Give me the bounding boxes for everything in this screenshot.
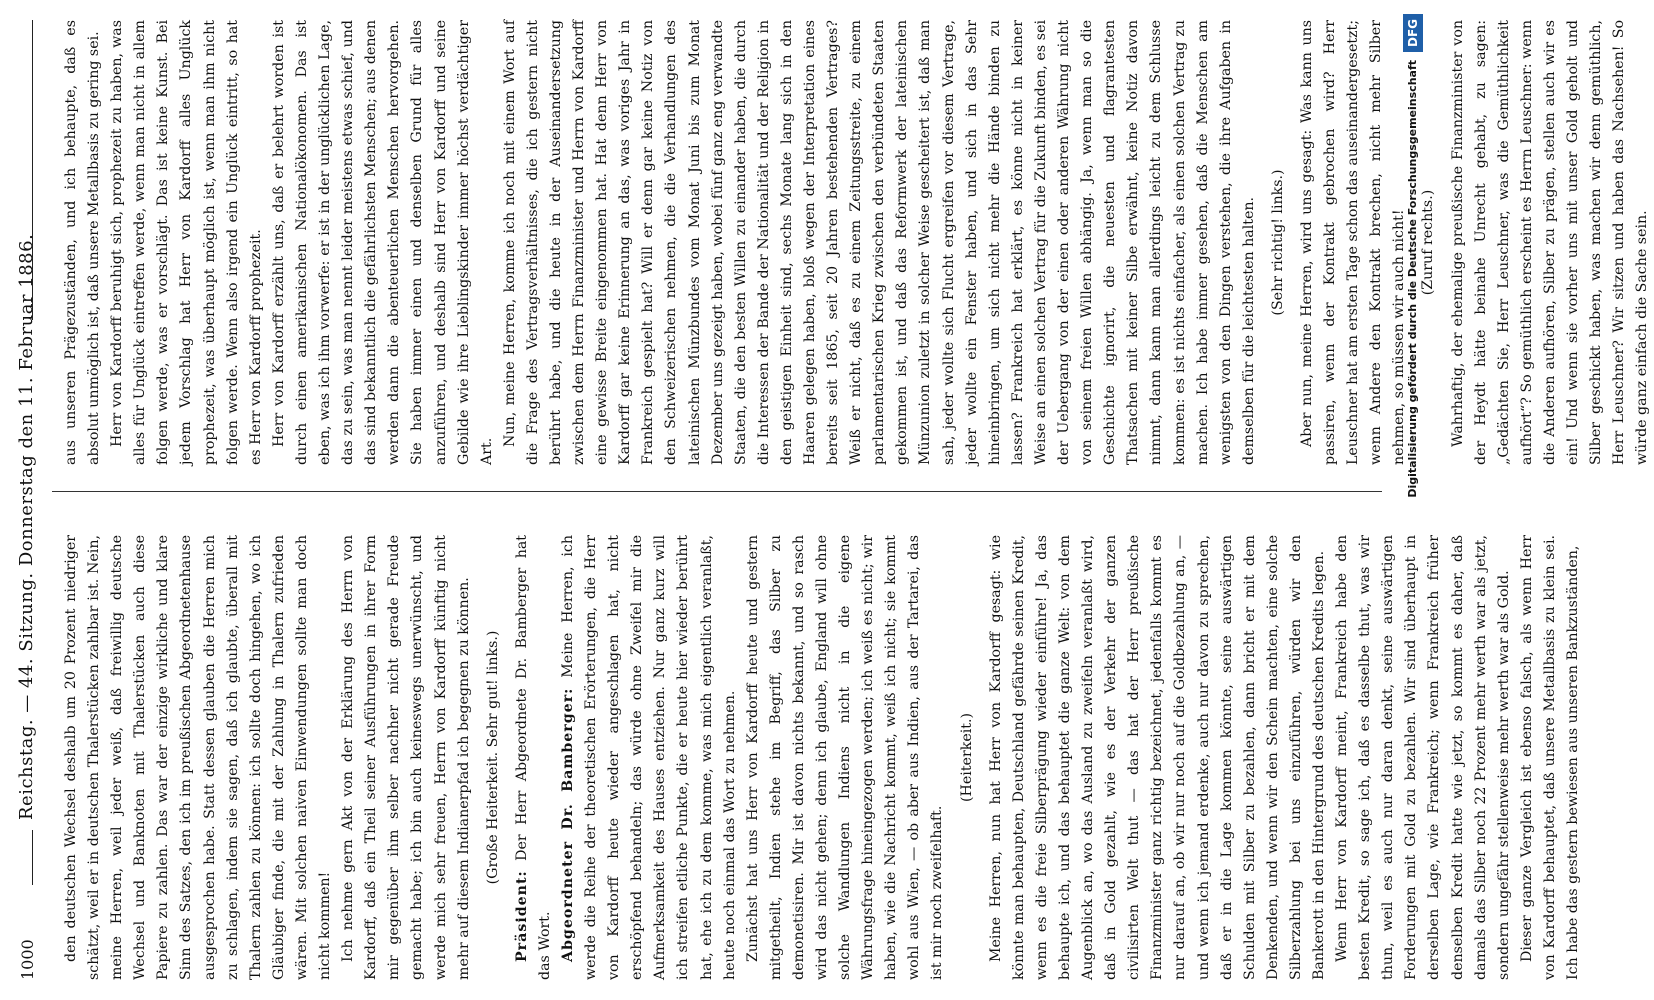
dfg-credit-text: Digitalisierung gefördert durch die Deutsche Forschungsgemeinschaft bbox=[1406, 60, 1419, 498]
stage-direction: (Heiterkeit.) bbox=[958, 713, 975, 802]
stage-direction: (Sehr richtig! links.) bbox=[1269, 169, 1286, 316]
paragraph: Meine Herren, nun hat Herr von Kardorff gesagt: wie könnte man behaupten, Deutschland gefährde seinen Kredit, wenn es die freie Silberprägung wieder einführe! Ja, das behaupte ich, und das behauptet die ganze Welt: von dem Augenblick an, wo das Ausland zu zweifeln veranlaßt wird, daß in Gold gezahlt, wie es der Verkehr der ganzen civilisirten Welt thut — das hat der Herr preußische Finanzminister ganz richtig bezeichnet, jedenfalls kommt es nur darauf an, ob wir nur noch auf die Goldbezahlung an, — und wenn ich jemand erdenke, auch nur davon zu sprechen, daß er in die Lage kommen könnte, seine auswärtigen Schulden mit Silber zu bezahlen, dann bricht er mit dem Denkenden, und wenn wir den Schein machten, eine solche Silberzahlung bei uns einzuführen, würden wir den Bankerott in den Hintergrund des deutschen Kredits legen. bbox=[987, 535, 1327, 980]
paragraph: den deutschen Wechsel deshalb um 20 Prozent niedriger schätzt, weil er in deutschen Thalerstücken zahlbar ist. Nein, meine Herren, weil jeder weiß, daß freiwillig deutsche Wechsel und Banknoten mit Thalerstücken auch diese Papiere zu zahlen. Das war der einzige wirkliche und klare Sinn des Satzes, den ich im preußischen Abgeordnetenhause ausgesprochen habe. Statt dessen glauben die Herren mich zu schlagen, indem sie sagen, daß ich glaubte, überall mit Thalern zahlen zu können: ich sollte doch hingehen, wo ich Gläubiger finde, die mit der Zahlung in Thalern zufrieden wären. Mit solchen naiven Einwendungen sollte man doch nicht kommen! bbox=[63, 535, 334, 980]
paragraph: Zunächst hat uns Herr von Kardorff heute und gestern mitgetheilt, Indien stehe im Begriff, das Silber zu demonetisiren. Mir ist davon nichts bekannt, und so rasch wird das nicht gehen; denn ich glaube, England will ohne solche Wandlungen Indiens nicht in die eigene Währungsfrage hineingezogen werden; ich weiß es nicht; wir haben, wie die Nachricht kommt, weiß ich nicht; sie kommt wohl aus Wien, — ob aber aus Indien, aus der Tartarei, das ist mir noch zweifelhaft. bbox=[744, 535, 946, 980]
stage-direction: (Zuruf rechts.) bbox=[1420, 189, 1437, 296]
speaker-label: Präsident: bbox=[513, 870, 530, 962]
column-divider bbox=[52, 491, 1382, 492]
running-title: Reichstag. — 44. Sitzung. Donnerstag den 11. Februar 1886. bbox=[16, 233, 37, 820]
paragraph: Nun, meine Herren, komme ich noch mit einem Wort auf die Frage des Vertragsverhältnisses, die ich gestern nicht berührt habe, und die heute in der Auseinandersetzung zwischen dem Herrn Finanzminister und Herrn von Kardorff eine gewisse Breite eingenommen hat. Hat denn Herr von Kardorff gar keine Erinnerung an das, was voriges Jahr in Frankreich gespielt hat? Will er denn gar keine Notiz von den Schweizerischen nehmen, die die Verhandlungen des lateinischen Münzbundes vom Monat Juni bis zum Monat Dezember uns gezeigt haben, wobei fünf ganz eng verwandte Staaten, die den besten Willen zu einander haben, die durch die Interessen der Bande der Nationalität und der Religion in den geistigen Einheit sind, sechs Monate lang sich in den Haaren gelegen haben, bloß wegen der Interpretation eines bereits seit 1865, seit 20 Jahren bestehenden Vertrages? Weiß er nicht, daß es zu einem Zeitungsstreite, zu einem parlamentarischen Krieg zwischen den verbündeten Staaten gekommen ist, und daß das Reformwerk der lateinischen Münzunion zuletzt in solcher Weise gescheitert ist, daß man sah, jeder wollte sich Flucht ergreifen vor diesem Vertrage, jeder wollte ein Fenster haben, und sich in das Sehr hineinbringen, um sich nicht mehr die Hände binden zu lassen? Frankreich hat erklärt, es könne nicht in keiner Weise an einen solchen Vertrag für die Zukunft binden, es sei der Uebergang von der einen oder anderen Währung nicht von seinem freien Willen abhängig. Ja, wenn man so die Geschichte ignorirt, die neuesten und flagrantesten Thatsachen mit keiner Silbe erwähnt, keine Notiz davon nimmt, dann kann man allerdings leicht zu dem Schlusse kommen: es ist nichts einfacher, als einen solchen Vertrag zu machen. Ich habe immer gesehen, daß die Menschen am wenigsten von den Dingen verstehen, die ihre Aufgaben in demselben für die leichtesten halten. bbox=[501, 20, 1257, 465]
paragraph: Dieser ganze Vergleich ist ebenso falsch, als wenn Herr von Kardorff behauptet, daß unsere Metallbasis zu klein sei. Ich habe das gestern bewiesen aus unseren Bankzuständen, bbox=[1518, 535, 1581, 980]
paragraph: Abgeordneter Dr. Bamberger: Meine Herren, ich werde die Reihe der theoretischen Erörterungen, die Herr von Kardorff heute wieder angeschlagen hat, nicht erschöpfend behandeln; das würde ohne Zweifel mir die Aufmerksamkeit des Hauses entziehen. Nur ganz kurz will ich streifen etliche Punkte, die er heute hier wieder berührt hat, ehe ich zu dem komme, was mich eigentlich veranlaßt, heute noch einmal das Wort zu nehmen. bbox=[559, 535, 738, 980]
paragraph: Präsident: Der Herr Abgeordnete Dr. Bamberger hat das Wort. bbox=[513, 535, 553, 980]
page-header bbox=[10, 0, 50, 1000]
speaker-label: Abgeordneter Dr. Bamberger: bbox=[559, 687, 576, 962]
paragraph: Herr von Kardorff beruhigt sich, prophezeit zu haben, was alles für Unglück eintreffen werde, wenn man nicht in allem folgen werde, was er vorschlägt. Das ist keine Kunst. Bei jedem Vorschlag hat Herr von Kardorff alles Unglück prophezeit, was überhaupt möglich ist, wenn man ihm nicht folgen werde. Wenn also irgend ein Unglück eintritt, so hat es Herr von Kardorff prophezeit. bbox=[109, 20, 264, 465]
paragraph: Wahrhaftig, der ehemalige preußische Finanzminister von der Heydt hätte beinahe Unrecht gehabt, zu sagen: „Gedächten Sie, Herr Leuschner, was die Gemüthlichkeit aufhört“? So gemüthlich erscheint es Herrn Leuschner: wenn die Anderen aufhören, Silber zu prägen, stellen auch wir es ein! Und wenn sie vorher uns mit unser Gold geholt und Silber geschickt haben, was machen wir denn gemüthlich, Herr Leuschner? Wir sitzen und haben das Nachsehen! So würde ganz einfach die Sache sein. bbox=[1449, 20, 1651, 465]
digitization-footer bbox=[1400, 0, 1430, 1000]
paragraph: aus unseren Prägezuständen, und ich behaupte, daß es absolut unmöglich ist, daß unsere Metallbasis zu gering sei. bbox=[63, 20, 103, 465]
stage-direction: (Große Heiterkeit. Sehr gut! links.) bbox=[484, 630, 501, 885]
paragraph: Herr von Kardorff erzählt uns, daß er belehrt worden ist durch einen amerikanischen Nationalökonomen. Das ist eben, was ich ihm vorwerfe: er ist in der unglücklichen Lage, das zu sein, was man nennt leider meistens etwas schief, und das sind bekanntlich die gefährlichsten Menschen; aus denen werden dann die abenteuerlichen Menschen hervorgehen. Sie haben immer einen und denselben Grund für alles anzuführen, und deshalb sind Herr von Kardorff und seine Gebilde wie ihre Lieblingskinder immer höchst verdächtiger Art. bbox=[270, 20, 495, 465]
header-rule-left bbox=[32, 830, 33, 885]
left-column bbox=[60, 535, 1585, 980]
paragraph: Wenn Herr von Kardorff meint, Frankreich habe den besten Kredit, so sage ich, daß es dasselbe thut, was wir thun, weil es auch nur daran denkt, seine auswärtigen Forderungen mit Gold zu bezahlen. Wir sind überhaupt in derselben Lage, wie Frankreich; wenn Frankreich früher denselben Kredit hatte wie jetzt, so kommt es daher, daß damals das Silber noch 22 Prozent mehr werth war als jetzt, sondern ungefähr stellenweise mehr werth war als Gold. bbox=[1334, 535, 1512, 980]
dfg-logo: DFG bbox=[1403, 14, 1423, 52]
paragraph: Ich nehme gern Akt von der Erklärung des Herrn von Kardorff, daß ein Theil seiner Ausführungen in ihrer Form mir gegenüber ihm selber nachher nicht gerade Freude gemacht habe; ich bin auch keineswegs unerwünscht, und werde mich sehr freuen, Herrn von Kardorff künftig nicht mehr auf diesem Indianerpfad ich begegnen zu können. bbox=[340, 535, 472, 980]
page-number: 1000 bbox=[18, 939, 37, 980]
paragraph: Aber nun, meine Herren, wird uns gesagt: Was kann uns passiren, wenn der Kontrakt gebrochen wird? Herr Leuschner hat am ersten Tage schon das auseinandergesetzt; wenn Andere den Kontrakt brechen, nicht mehr Silber nehmen, so müssen wir auch nicht! bbox=[1298, 20, 1408, 465]
header-rule-right bbox=[32, 20, 33, 320]
